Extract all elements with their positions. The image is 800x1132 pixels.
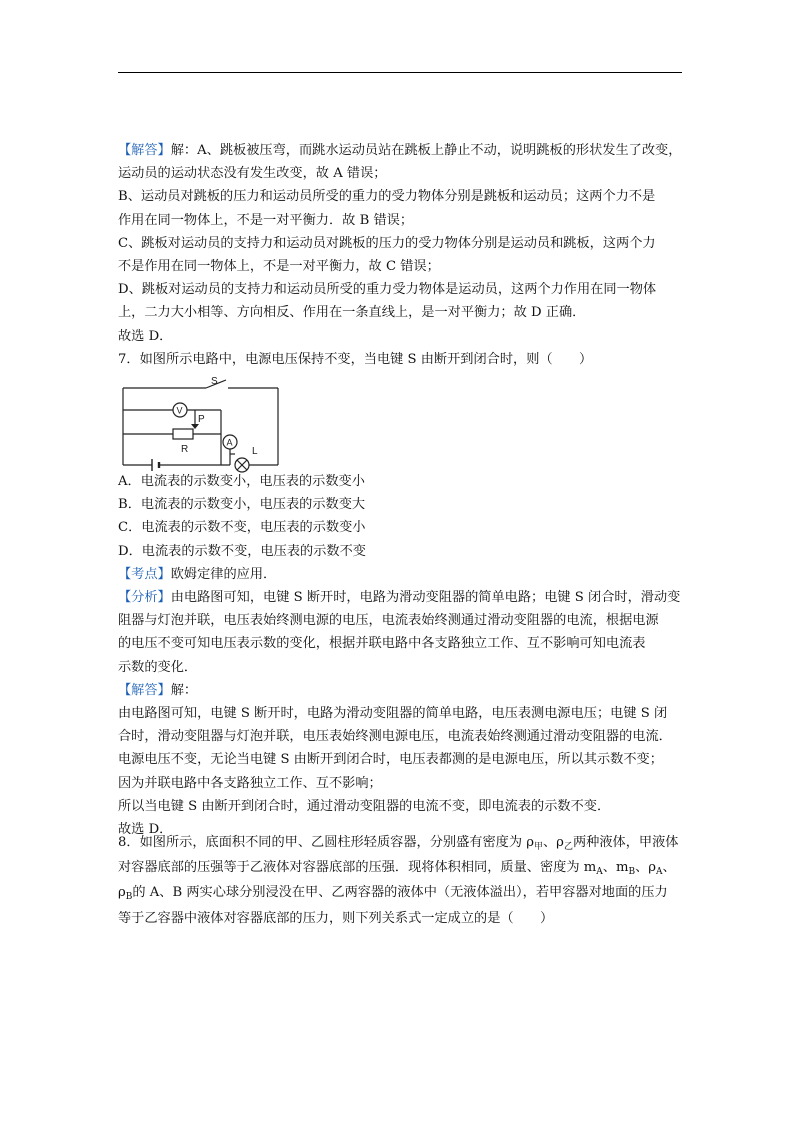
q8-text: 、 [662,860,676,876]
analysis-line: 的电压不变可知电压表示数的变化，根据并联电路中各支路独立工作、互不影响可知电流表 [118,636,646,652]
answer-line: 运动员的运动状态没有发生改变，故 A 错误； [118,166,387,182]
answer-line: 故选 D． [118,822,173,838]
kaodian-text: 欧姆定律的应用． [170,566,277,582]
analysis-line: 阻器与灯泡并联，电压表始终测电源的电压，电流表始终测通过滑动变阻器的电流，根据电源 [118,613,659,629]
answer-tag: 【解答】 [118,143,171,158]
voltmeter-label: V [176,405,183,416]
answer-line: 合时，滑动变阻器与灯泡并联，电压表始终测电源电压，电流表始终测通过滑动变阻器的电流． [118,729,672,745]
q7-body [118,470,688,841]
q8-text: 等于乙容器中液体对容器底部的压力，则下列关系式一定成立的是（ ） [118,910,554,926]
resistor-label: R [181,444,189,455]
answer-head: 解： [170,682,198,698]
answer-line: D、跳板对运动员的支持力和运动员所受的重力受力物体是运动员，这两个力作用在同一物体 [118,282,657,298]
header-rule [118,72,682,73]
q8-sub: B [628,867,636,878]
q8-sub: 乙 [563,842,573,852]
analysis-line: 由电路图可知，电键 S 断开时，电路为滑动变阻器的简单电路；电键 S 闭合时，滑动变 [170,590,681,606]
q8-text: ρ [118,885,126,901]
option-c: C．电流表的示数不变，电压表的示数变小 [118,520,366,536]
answer-line: 故选 D． [118,328,173,344]
answer-line: B、运动员对跳板的压力和运动员所受的重力的受力物体分别是跳板和运动员；这两个力不是 [118,189,656,205]
option-b: B．电流表的示数变小，电压表的示数变大 [118,497,366,513]
q8-text: 对容器底部的压强等于乙液体对容器底部的压强．现将体积相同，质量、密度为 m [118,860,597,876]
circuit-diagram [118,376,283,476]
option-a: A．电流表的示数变小，电压表的示数变小 [118,474,365,489]
answer-line: 上，二力大小相等、方向相反、作用在一条直线上，是一对平衡力；故 D 正确． [118,305,586,321]
q8-text: 、ρ [635,860,657,876]
kaodian-tag: 【考点】 [118,566,171,582]
answer-line: 解：A、跳板被压弯，而跳水运动员站在跳板上静止不动，说明跳板的形状发生了改变， [170,143,682,158]
q7-question [118,348,688,371]
answer-line: 不是作用在同一物体上，不是一对平衡力，故 C 错误； [118,259,440,275]
q6-answer [118,139,688,348]
analysis-line: 示数的变化． [118,659,198,675]
lamp-label: L [252,446,258,457]
answer-line: C、跳板对运动员的支持力和运动员对跳板的压力的受力物体分别是运动员和跳板，这两个力 [118,235,656,251]
q8-text: 的 A、B 两实心球分别浸没在甲、乙两容器的液体中（无液体溢出），若甲容器对地面的压力 [132,885,668,901]
answer-line: 因为并联电路中各支路独立工作、互不影响； [118,775,382,791]
answer-line: 所以当电键 S 由断开到闭合时，通过滑动变阻器的电流不变，即电流表的示数不变． [118,798,611,814]
q8-text: 、ρ [542,835,564,850]
answer-line: 电源电压不变，无论当电键 S 由断开到闭合时，电压表都测的是电源电压，所以其示数不变； [118,752,663,768]
q8-sub: B [125,892,133,903]
answer-line: 作用在同一物体上，不是一对平衡力．故 B 错误； [118,212,414,228]
q8-sub: A [596,867,603,878]
q8-text: 、m [602,860,629,876]
q8-sub: 甲 [533,842,543,852]
ammeter-label: A [226,437,233,448]
q8-text: 两种液体，甲液体 [572,835,679,850]
question-text: 7．如图所示电路中，电源电压保持不变，当电键 S 由断开到闭合时，则（ ） [118,352,593,367]
resistor-icon [173,429,193,439]
analysis-tag: 【分析】 [118,590,171,606]
slider-label: P [198,414,205,425]
option-d: D．电流表的示数不变，电压表的示数不变 [118,543,366,559]
q8-text: 8．如图所示，底面积不同的甲、乙圆柱形轻质容器，分别盛有密度为 ρ [118,835,534,850]
q8-sub: A [656,867,663,878]
switch-label: S [211,376,218,387]
answer-tag: 【解答】 [118,682,171,698]
answer-line: 由电路图可知，电键 S 断开时，电路为滑动变阻器的简单电路，电压表测电源电压；电键 S 闭 [118,706,668,722]
q8-question [118,831,688,930]
